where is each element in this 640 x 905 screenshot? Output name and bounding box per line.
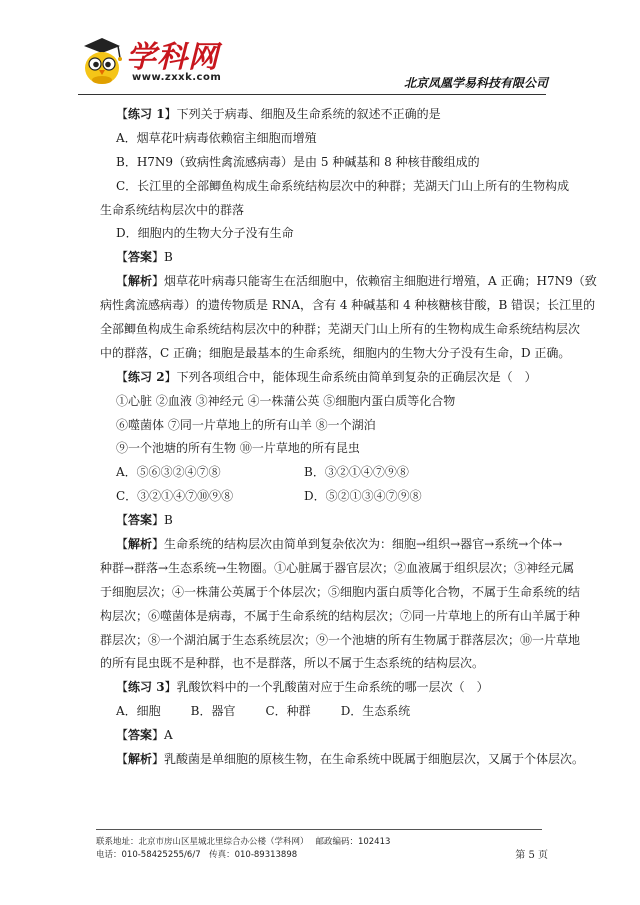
q3-option-a: A．细胞 [116,704,161,719]
q1-option-a: A．烟草花叶病毒依赖宿主细胞而增殖 [116,130,317,145]
footer-phone: 电话：010-58425255/6/7 传真：010-89313898 [96,850,298,860]
footer-divider [96,829,542,830]
q1-option-d: D．细胞内的生物大分子没有生命 [116,226,294,241]
q1-answer: 【答案】B [116,250,173,265]
footer-address: 联系地址：北京市房山区星城北里综合办公楼（学科网） 邮政编码：102413 [96,837,391,847]
q2-analysis-line: 种群→群落→生态系统→生物圈。①心脏属于器官层次；②血液属于组织层次；③神经元属 [100,560,575,575]
company-name: 北京凤凰学易科技有限公司 [403,76,548,90]
answer-value: B [164,513,173,528]
q3-option-b: B．器官 [190,704,236,719]
logo-title: 学科网 [126,40,219,75]
analysis-label: 解析 [128,537,153,552]
logo-url[interactable]: www.zxxk.com [132,72,222,83]
q2-option-d: D．⑤②①③④⑦⑨⑧ [304,489,422,504]
q2-option-a: A．⑤⑥③②④⑦⑧ [116,465,221,480]
q3-label: 练习 3 [128,680,165,695]
q1-label: 练习 1 [128,107,165,121]
q1-analysis-line: 全部鲫鱼构成生命系统结构层次中的种群；芜湖天门山上所有的生物构成生命系统结构层次 [100,322,581,337]
page-footer [96,836,546,862]
q2-analysis-line: 构层次；⑥噬菌体是病毒，不属于生命系统的结构层次；⑦同一片草地上的所有山羊属于种 [100,608,581,623]
q2-items: ⑨一个池塘的所有生物 ⑩一片草地的所有昆虫 [116,441,360,456]
q2-stem: 【练习 2】下列各项组合中，能体现生命系统由简单到复杂的正确层次是（ ） [116,369,537,384]
q2-items: ①心脏 ②血液 ③神经元 ④一株蒲公英 ⑤细胞内蛋白质等化合物 [116,393,456,408]
q1-analysis: 【解析】烟草花叶病毒只能寄生在活细胞中，依赖宿主细胞进行增殖，A 正确；H7N9（致 [116,274,597,289]
q1-option-c: C．长江里的全部鲫鱼构成生命系统结构层次中的种群；芜湖天门山上所有的生物构成 [116,178,570,193]
q2-options-ab [100,461,548,485]
owl-mascot-icon [80,36,124,86]
q1-analysis-line: 中的群落，C 正确；细胞是最基本的生命系统，细胞内的生物大分子没有生命，D 正确。 [100,345,571,360]
q2-option-c: C．③②①④⑦⑩⑨⑧ [116,489,234,504]
q2-analysis: 【解析】生命系统的结构层次由简单到复杂依次为：细胞→组织→器官→系统→个体→ [116,537,563,552]
q1-stem: 【练习 1】下列关于病毒、细胞及生命系统的叙述不正确的是 [116,107,441,121]
answer-label: 答案 [128,728,153,743]
q3-options [100,700,548,724]
analysis-label: 解析 [128,752,153,767]
q2-option-b: B．③②①④⑦⑨⑧ [304,465,409,480]
site-logo[interactable] [80,28,340,92]
q2-answer: 【答案】B [116,513,173,528]
q2-analysis-line: 群层次；⑧一个湖泊属于生态系统层次；⑨一个池塘的所有生物属于群落层次；⑩一片草地 [100,632,581,647]
q1-option-c-cont: 生命系统结构层次中的群落 [100,202,245,217]
q1-analysis-line: 病性禽流感病毒）的遗传物质是 RNA，含有 4 种碱基和 4 种核糖核苷酸，B 错误；长江里的 [100,298,596,313]
answer-label: 答案 [128,513,153,528]
q2-analysis-line: 的所有昆虫既不是种群，也不是群落，所以不属于生态系统的结构层次。 [100,656,485,671]
header-divider [78,94,546,95]
answer-value: B [164,250,173,265]
page-header [0,0,640,100]
q2-options-cd [100,485,548,509]
q3-option-d: D．生态系统 [340,704,411,719]
q3-analysis: 【解析】乳酸菌是单细胞的原核生物，在生命系统中既属于细胞层次，又属于个体层次。 [116,752,585,767]
q3-stem: 【练习 3】乳酸饮料中的一个乳酸菌对应于生命系统的哪一层次（ ） [116,680,489,695]
q2-label: 练习 2 [128,369,165,384]
q3-option-c: C．种群 [265,704,311,719]
answer-value: A [164,728,173,743]
document-body [100,103,597,772]
analysis-label: 解析 [128,274,153,289]
q3-answer: 【答案】A [116,728,173,743]
q2-items: ⑥噬菌体 ⑦同一片草地上的所有山羊 ⑧一个湖泊 [116,417,376,432]
q2-analysis-line: 于细胞层次；④一株蒲公英属于个体层次；⑤细胞内蛋白质等化合物，不属于生命系统的结 [100,584,581,599]
page-number: 第 5 页 [515,850,548,861]
answer-label: 答案 [128,250,153,265]
q1-option-b: B．H7N9（致病性禽流感病毒）是由 5 种碱基和 8 种核苷酸组成的 [116,154,480,169]
